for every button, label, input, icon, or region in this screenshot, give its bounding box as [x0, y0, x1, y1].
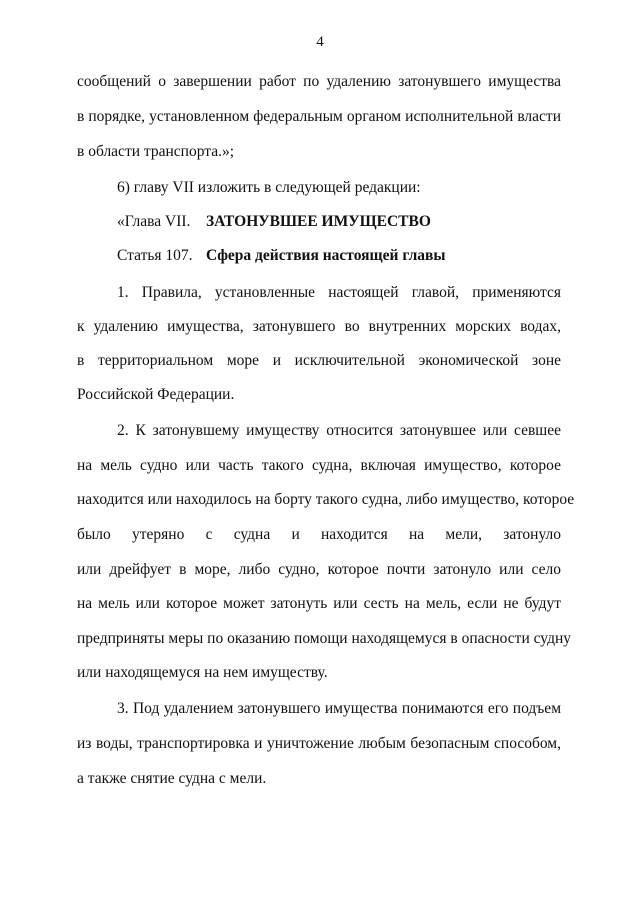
page-number: 4 [316, 34, 324, 50]
paragraph-2-line-6: на мель или которое может затонуть или сесть на мель, если не будут [77, 595, 561, 612]
paragraph-1-line-4: Российской Федерации. [77, 386, 235, 403]
paragraph-3-line-3: а также снятие судна с мели. [77, 770, 267, 787]
article-title: Сфера действия настоящей главы [206, 247, 446, 264]
paragraph-2-line-5: или дрейфует в море, либо судно, которое почти затонуло или село [77, 561, 561, 578]
intro-line-1: сообщений о завершении работ по удалению затонувшего имущества [77, 73, 561, 90]
intro-line-3: в области транспорта.»; [77, 143, 235, 160]
paragraph-1-line-3: в территориальном море и исключительной экономической зоне [77, 352, 561, 369]
paragraph-2-line-2: на мель судно или часть такого судна, включая имущество, которое [77, 457, 561, 474]
paragraph-2-line-1: 2. К затонувшему имуществу относится затонувшее или севшее [117, 422, 561, 439]
paragraph-1-line-2: к удалению имущества, затонувшего во внутренних морских водах, [77, 318, 561, 335]
chapter-label: «Глава VII. [117, 213, 191, 230]
chapter-title: ЗАТОНУВШЕЕ ИМУЩЕСТВО [206, 213, 431, 230]
article-label: Статья 107. [117, 247, 193, 264]
paragraph-1-line-1: 1. Правила, установленные настоящей главой, применяются [117, 284, 561, 301]
paragraph-3-line-2: из воды, транспортировка и уничтожение любым безопасным способом, [77, 735, 561, 752]
paragraph-2-line-4: было утеряно с судна и находится на мели, затонуло [77, 526, 561, 543]
paragraph-3-line-1: 3. Под удалением затонувшего имущества понимаются его подъем [117, 700, 561, 717]
paragraph-2-line-7: предприняты меры по оказанию помощи находящемуся в опасности судну [77, 630, 572, 647]
intro-line-2: в порядке, установленном федеральным органом исполнительной власти [77, 108, 561, 125]
paragraph-2-line-3: находится или находилось на борту такого судна, либо имущество, которое [77, 491, 575, 508]
paragraph-2-line-8: или находящемуся на нем имуществу. [77, 664, 328, 681]
amendment-item: 6) главу VII изложить в следующей редакции: [117, 179, 421, 196]
